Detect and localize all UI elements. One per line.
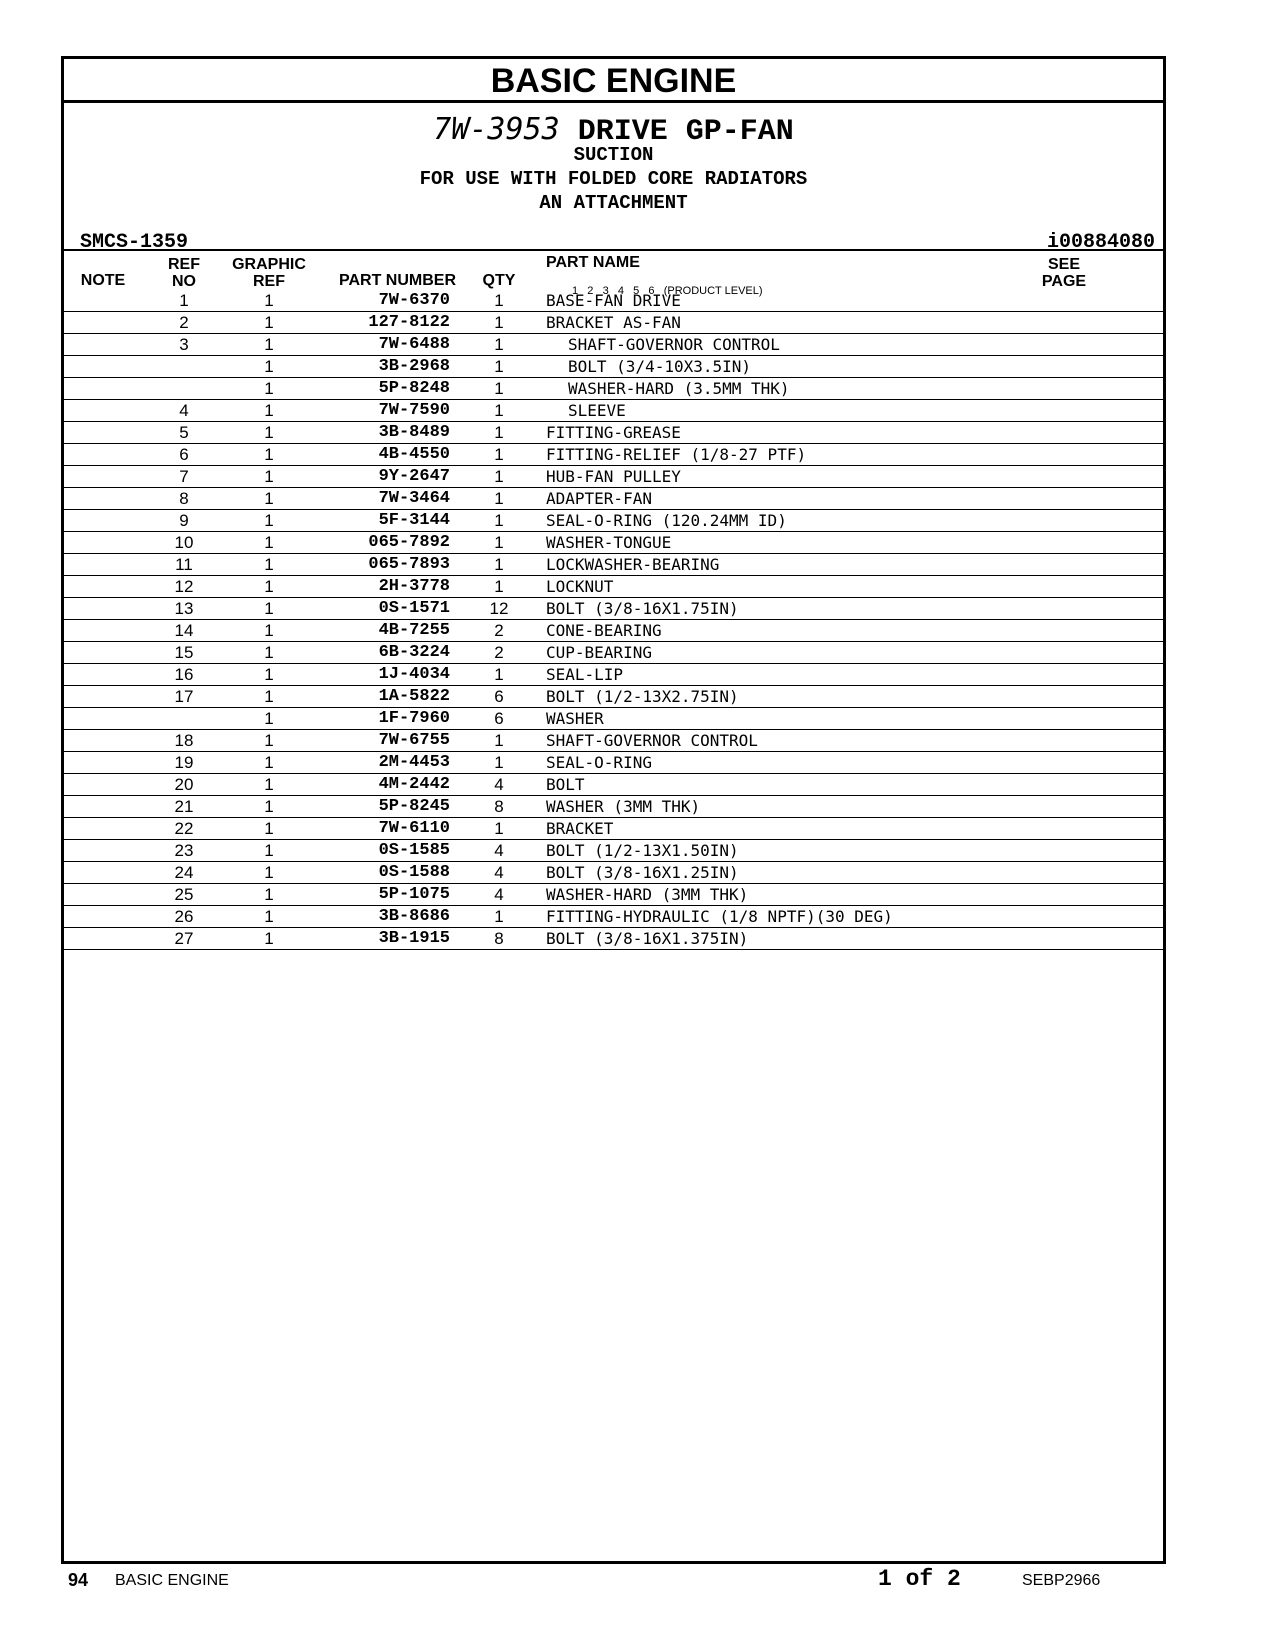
part-name-cell: SHAFT-GOVERNOR CONTROL xyxy=(568,335,780,354)
graphic-ref-cell: 1 xyxy=(264,335,274,354)
part-number-cell: 1F-7960 xyxy=(378,709,450,728)
part-name-cell: HUB-FAN PULLEY xyxy=(546,467,681,486)
parts-table xyxy=(64,290,1163,950)
part-number-cell: 0S-1571 xyxy=(378,599,450,618)
group-part-number: 7W-3953 xyxy=(433,112,560,147)
ref-no-cell: 10 xyxy=(174,533,194,552)
part-number-cell: 7W-3464 xyxy=(378,489,450,508)
table-row xyxy=(64,290,1163,312)
part-number-cell: 3B-2968 xyxy=(378,357,450,376)
table-row xyxy=(64,884,1163,906)
part-number-cell: 0S-1585 xyxy=(378,841,450,860)
table-row xyxy=(64,554,1163,576)
part-name-cell: WASHER-HARD (3MM THK) xyxy=(546,885,749,904)
graphic-ref-cell: 1 xyxy=(264,577,274,596)
part-name-cell: SEAL-LIP xyxy=(546,665,624,684)
part-name-cell: BOLT xyxy=(546,775,585,794)
table-row xyxy=(64,796,1163,818)
table-row xyxy=(64,686,1163,708)
part-name-cell: BOLT (3/8-16X1.25IN) xyxy=(546,863,739,882)
part-number-cell: 0S-1588 xyxy=(378,863,450,882)
footer-page-number: 94 xyxy=(68,1570,89,1590)
product-level-legend: 1 2 3 4 5 6 (PRODUCT LEVEL) xyxy=(572,285,763,297)
table-row xyxy=(64,444,1163,466)
part-number-cell: 2H-3778 xyxy=(378,577,450,596)
graphic-ref-cell: 1 xyxy=(264,841,274,860)
table-row xyxy=(64,598,1163,620)
table-row xyxy=(64,774,1163,796)
graphic-ref-cell: 1 xyxy=(264,731,274,750)
part-name-cell: WASHER (3MM THK) xyxy=(546,797,701,816)
ref-no-cell: 17 xyxy=(174,687,194,706)
graphic-ref-cell: 1 xyxy=(264,423,274,442)
col-ref-no-line2: NO xyxy=(172,273,196,290)
part-number-cell: 5P-8248 xyxy=(378,379,450,398)
ref-no-cell: 2 xyxy=(179,313,189,332)
ref-no-cell: 24 xyxy=(174,863,194,882)
ref-no-cell: 25 xyxy=(174,885,194,904)
page-frame xyxy=(61,56,1166,1564)
col-see-page-line1: SEE xyxy=(1047,256,1080,273)
qty-cell: 1 xyxy=(494,907,504,926)
illustration-id: i00884080 xyxy=(1046,231,1155,254)
qty-cell: 1 xyxy=(494,533,504,552)
section-title: BASIC ENGINE xyxy=(64,59,1163,103)
qty-cell: 1 xyxy=(494,555,504,574)
table-row xyxy=(64,400,1163,422)
ref-no-cell: 15 xyxy=(174,643,194,662)
col-note: NOTE xyxy=(80,272,126,289)
col-graphic-ref-line2: REF xyxy=(253,273,285,290)
table-row xyxy=(64,928,1163,950)
qty-cell: 1 xyxy=(494,511,504,530)
part-name-cell: SHAFT-GOVERNOR CONTROL xyxy=(546,731,758,750)
part-number-cell: 3B-1915 xyxy=(378,929,450,948)
graphic-ref-cell: 1 xyxy=(264,929,274,948)
ref-no-cell: 8 xyxy=(179,489,189,508)
part-name-cell: BOLT (1/2-13X1.50IN) xyxy=(546,841,739,860)
graphic-ref-cell: 1 xyxy=(264,401,274,420)
part-number-cell: 127-8122 xyxy=(368,313,450,332)
qty-cell: 1 xyxy=(494,313,504,332)
table-row xyxy=(64,422,1163,444)
table-row xyxy=(64,576,1163,598)
graphic-ref-cell: 1 xyxy=(264,511,274,530)
graphic-ref-cell: 1 xyxy=(264,753,274,772)
col-ref-no-line1: REF xyxy=(168,256,200,273)
part-name-cell: BOLT (3/8-16X1.375IN) xyxy=(546,929,749,948)
table-row xyxy=(64,488,1163,510)
part-number-cell: 7W-6370 xyxy=(378,291,450,310)
part-number-cell: 5F-3144 xyxy=(378,511,450,530)
part-number-cell: 5P-8245 xyxy=(378,797,450,816)
graphic-ref-cell: 1 xyxy=(264,687,274,706)
table-row xyxy=(64,906,1163,928)
group-name: DRIVE GP-FAN xyxy=(577,115,794,149)
part-name-cell: SLEEVE xyxy=(568,401,626,420)
graphic-ref-cell: 1 xyxy=(264,555,274,574)
footer-section: BASIC ENGINE xyxy=(115,1572,229,1589)
part-number-cell: 7W-7590 xyxy=(378,401,450,420)
graphic-ref-cell: 1 xyxy=(264,533,274,552)
table-row xyxy=(64,730,1163,752)
qty-cell: 2 xyxy=(494,621,504,640)
graphic-ref-cell: 1 xyxy=(264,599,274,618)
part-number-cell: 5P-1075 xyxy=(378,885,450,904)
part-name-cell: WASHER-HARD (3.5MM THK) xyxy=(568,379,790,398)
part-name-cell: ADAPTER-FAN xyxy=(546,489,652,508)
part-number-cell: 065-7892 xyxy=(368,533,450,552)
graphic-ref-cell: 1 xyxy=(264,665,274,684)
table-row xyxy=(64,818,1163,840)
graphic-ref-cell: 1 xyxy=(264,379,274,398)
part-number-cell: 6B-3224 xyxy=(378,643,450,662)
part-number-cell: 7W-6488 xyxy=(378,335,450,354)
part-name-cell: FITTING-GREASE xyxy=(546,423,681,442)
graphic-ref-cell: 1 xyxy=(264,445,274,464)
part-number-cell: 9Y-2647 xyxy=(378,467,450,486)
graphic-ref-cell: 1 xyxy=(264,885,274,904)
qty-cell: 4 xyxy=(494,841,504,860)
qty-cell: 4 xyxy=(494,775,504,794)
table-row xyxy=(64,378,1163,400)
part-number-cell: 7W-6110 xyxy=(378,819,450,838)
header-top-rule xyxy=(64,249,1163,251)
part-name-cell: BRACKET AS-FAN xyxy=(546,313,681,332)
table-row xyxy=(64,466,1163,488)
footer-publication: SEBP2966 xyxy=(1022,1572,1101,1589)
part-number-cell: 3B-8489 xyxy=(378,423,450,442)
qty-cell: 6 xyxy=(494,709,504,728)
graphic-ref-cell: 1 xyxy=(264,489,274,508)
part-name-cell: SEAL-O-RING xyxy=(546,753,652,772)
qty-cell: 2 xyxy=(494,643,504,662)
qty-cell: 1 xyxy=(494,665,504,684)
ref-no-cell: 12 xyxy=(174,577,194,596)
part-number-cell: 7W-6755 xyxy=(378,731,450,750)
part-name-cell: CUP-BEARING xyxy=(546,643,652,662)
col-graphic-ref-line1: GRAPHIC xyxy=(232,256,306,273)
ref-no-cell: 23 xyxy=(174,841,194,860)
qty-cell: 6 xyxy=(494,687,504,706)
table-row xyxy=(64,708,1163,730)
col-ref-no xyxy=(159,256,209,290)
qty-cell: 1 xyxy=(494,577,504,596)
smcs-code: SMCS-1359 xyxy=(80,231,189,254)
col-part-name: PART NAME xyxy=(546,254,640,271)
ref-no-cell: 6 xyxy=(179,445,189,464)
part-number-cell: 4B-7255 xyxy=(378,621,450,640)
part-number-cell: 4M-2442 xyxy=(378,775,450,794)
col-qty: QTY xyxy=(482,272,516,289)
col-graphic-ref xyxy=(224,256,314,290)
qty-cell: 1 xyxy=(494,819,504,838)
ref-no-cell: 22 xyxy=(174,819,194,838)
part-number-cell: 1J-4034 xyxy=(378,665,450,684)
table-row xyxy=(64,312,1163,334)
graphic-ref-cell: 1 xyxy=(264,643,274,662)
ref-no-cell: 20 xyxy=(174,775,194,794)
col-see-page-line2: PAGE xyxy=(1041,273,1087,290)
table-row xyxy=(64,620,1163,642)
part-name-cell: LOCKWASHER-BEARING xyxy=(546,555,720,574)
graphic-ref-cell: 1 xyxy=(264,775,274,794)
table-row xyxy=(64,334,1163,356)
qty-cell: 1 xyxy=(494,445,504,464)
graphic-ref-cell: 1 xyxy=(264,621,274,640)
part-number-cell: 4B-4550 xyxy=(378,445,450,464)
ref-no-cell: 7 xyxy=(179,467,189,486)
qty-cell: 1 xyxy=(494,379,504,398)
footer-sheet: 1 of 2 xyxy=(878,1566,961,1592)
graphic-ref-cell: 1 xyxy=(264,907,274,926)
part-name-cell: FITTING-HYDRAULIC (1/8 NPTF)(30 DEG) xyxy=(546,907,893,926)
part-number-cell: 3B-8686 xyxy=(378,907,450,926)
part-name-cell: WASHER-TONGUE xyxy=(546,533,672,552)
table-row xyxy=(64,356,1163,378)
qty-cell: 1 xyxy=(494,731,504,750)
graphic-ref-cell: 1 xyxy=(264,797,274,816)
part-number-cell: 065-7893 xyxy=(368,555,450,574)
ref-no-cell: 16 xyxy=(174,665,194,684)
part-name-cell: LOCKNUT xyxy=(546,577,614,596)
qty-cell: 12 xyxy=(489,599,509,618)
table-row xyxy=(64,752,1163,774)
graphic-ref-cell: 1 xyxy=(264,467,274,486)
qty-cell: 4 xyxy=(494,885,504,904)
graphic-ref-cell: 1 xyxy=(264,357,274,376)
ref-no-cell: 19 xyxy=(174,753,194,772)
part-name-cell: BRACKET xyxy=(546,819,614,838)
part-name-cell: BOLT (3/4-10X3.5IN) xyxy=(568,357,752,376)
qty-cell: 1 xyxy=(494,489,504,508)
qty-cell: 1 xyxy=(494,291,504,310)
col-see-page xyxy=(1034,256,1094,290)
ref-no-cell: 14 xyxy=(174,621,194,640)
col-part-number: PART NUMBER xyxy=(338,272,456,289)
graphic-ref-cell: 1 xyxy=(264,313,274,332)
ref-no-cell: 4 xyxy=(179,401,189,420)
qty-cell: 1 xyxy=(494,753,504,772)
qty-cell: 8 xyxy=(494,797,504,816)
ref-no-cell: 1 xyxy=(179,291,189,310)
ref-no-cell: 21 xyxy=(174,797,194,816)
graphic-ref-cell: 1 xyxy=(264,709,274,728)
qty-cell: 1 xyxy=(494,357,504,376)
part-number-cell: 1A-5822 xyxy=(378,687,450,706)
ref-no-cell: 26 xyxy=(174,907,194,926)
table-row xyxy=(64,664,1163,686)
part-name-cell: BASE-FAN DRIVE xyxy=(546,291,681,310)
ref-no-cell: 27 xyxy=(174,929,194,948)
part-name-cell: WASHER xyxy=(546,709,604,728)
ref-no-cell: 11 xyxy=(175,555,193,574)
qty-cell: 1 xyxy=(494,423,504,442)
subtitle-usage: FOR USE WITH FOLDED CORE RADIATORS xyxy=(419,168,808,190)
ref-no-cell: 3 xyxy=(179,335,189,354)
table-row xyxy=(64,532,1163,554)
qty-cell: 8 xyxy=(494,929,504,948)
graphic-ref-cell: 1 xyxy=(264,863,274,882)
qty-cell: 1 xyxy=(494,335,504,354)
part-name-cell: SEAL-O-RING (120.24MM ID) xyxy=(546,511,787,530)
part-name-cell: BOLT (1/2-13X2.75IN) xyxy=(546,687,739,706)
qty-cell: 4 xyxy=(494,863,504,882)
part-name-cell: CONE-BEARING xyxy=(546,621,662,640)
table-row xyxy=(64,642,1163,664)
part-name-cell: BOLT (3/8-16X1.75IN) xyxy=(546,599,739,618)
table-row xyxy=(64,510,1163,532)
qty-cell: 1 xyxy=(494,467,504,486)
ref-no-cell: 13 xyxy=(174,599,194,618)
table-row xyxy=(64,840,1163,862)
subtitle-attachment: AN ATTACHMENT xyxy=(539,192,688,214)
qty-cell: 1 xyxy=(494,401,504,420)
part-number-cell: 2M-4453 xyxy=(378,753,450,772)
graphic-ref-cell: 1 xyxy=(264,819,274,838)
part-name-cell: FITTING-RELIEF (1/8-27 PTF) xyxy=(546,445,807,464)
subtitle-suction: SUCTION xyxy=(573,144,654,166)
ref-no-cell: 5 xyxy=(179,423,189,442)
graphic-ref-cell: 1 xyxy=(264,291,274,310)
table-row xyxy=(64,862,1163,884)
ref-no-cell: 18 xyxy=(174,731,194,750)
ref-no-cell: 9 xyxy=(179,511,189,530)
